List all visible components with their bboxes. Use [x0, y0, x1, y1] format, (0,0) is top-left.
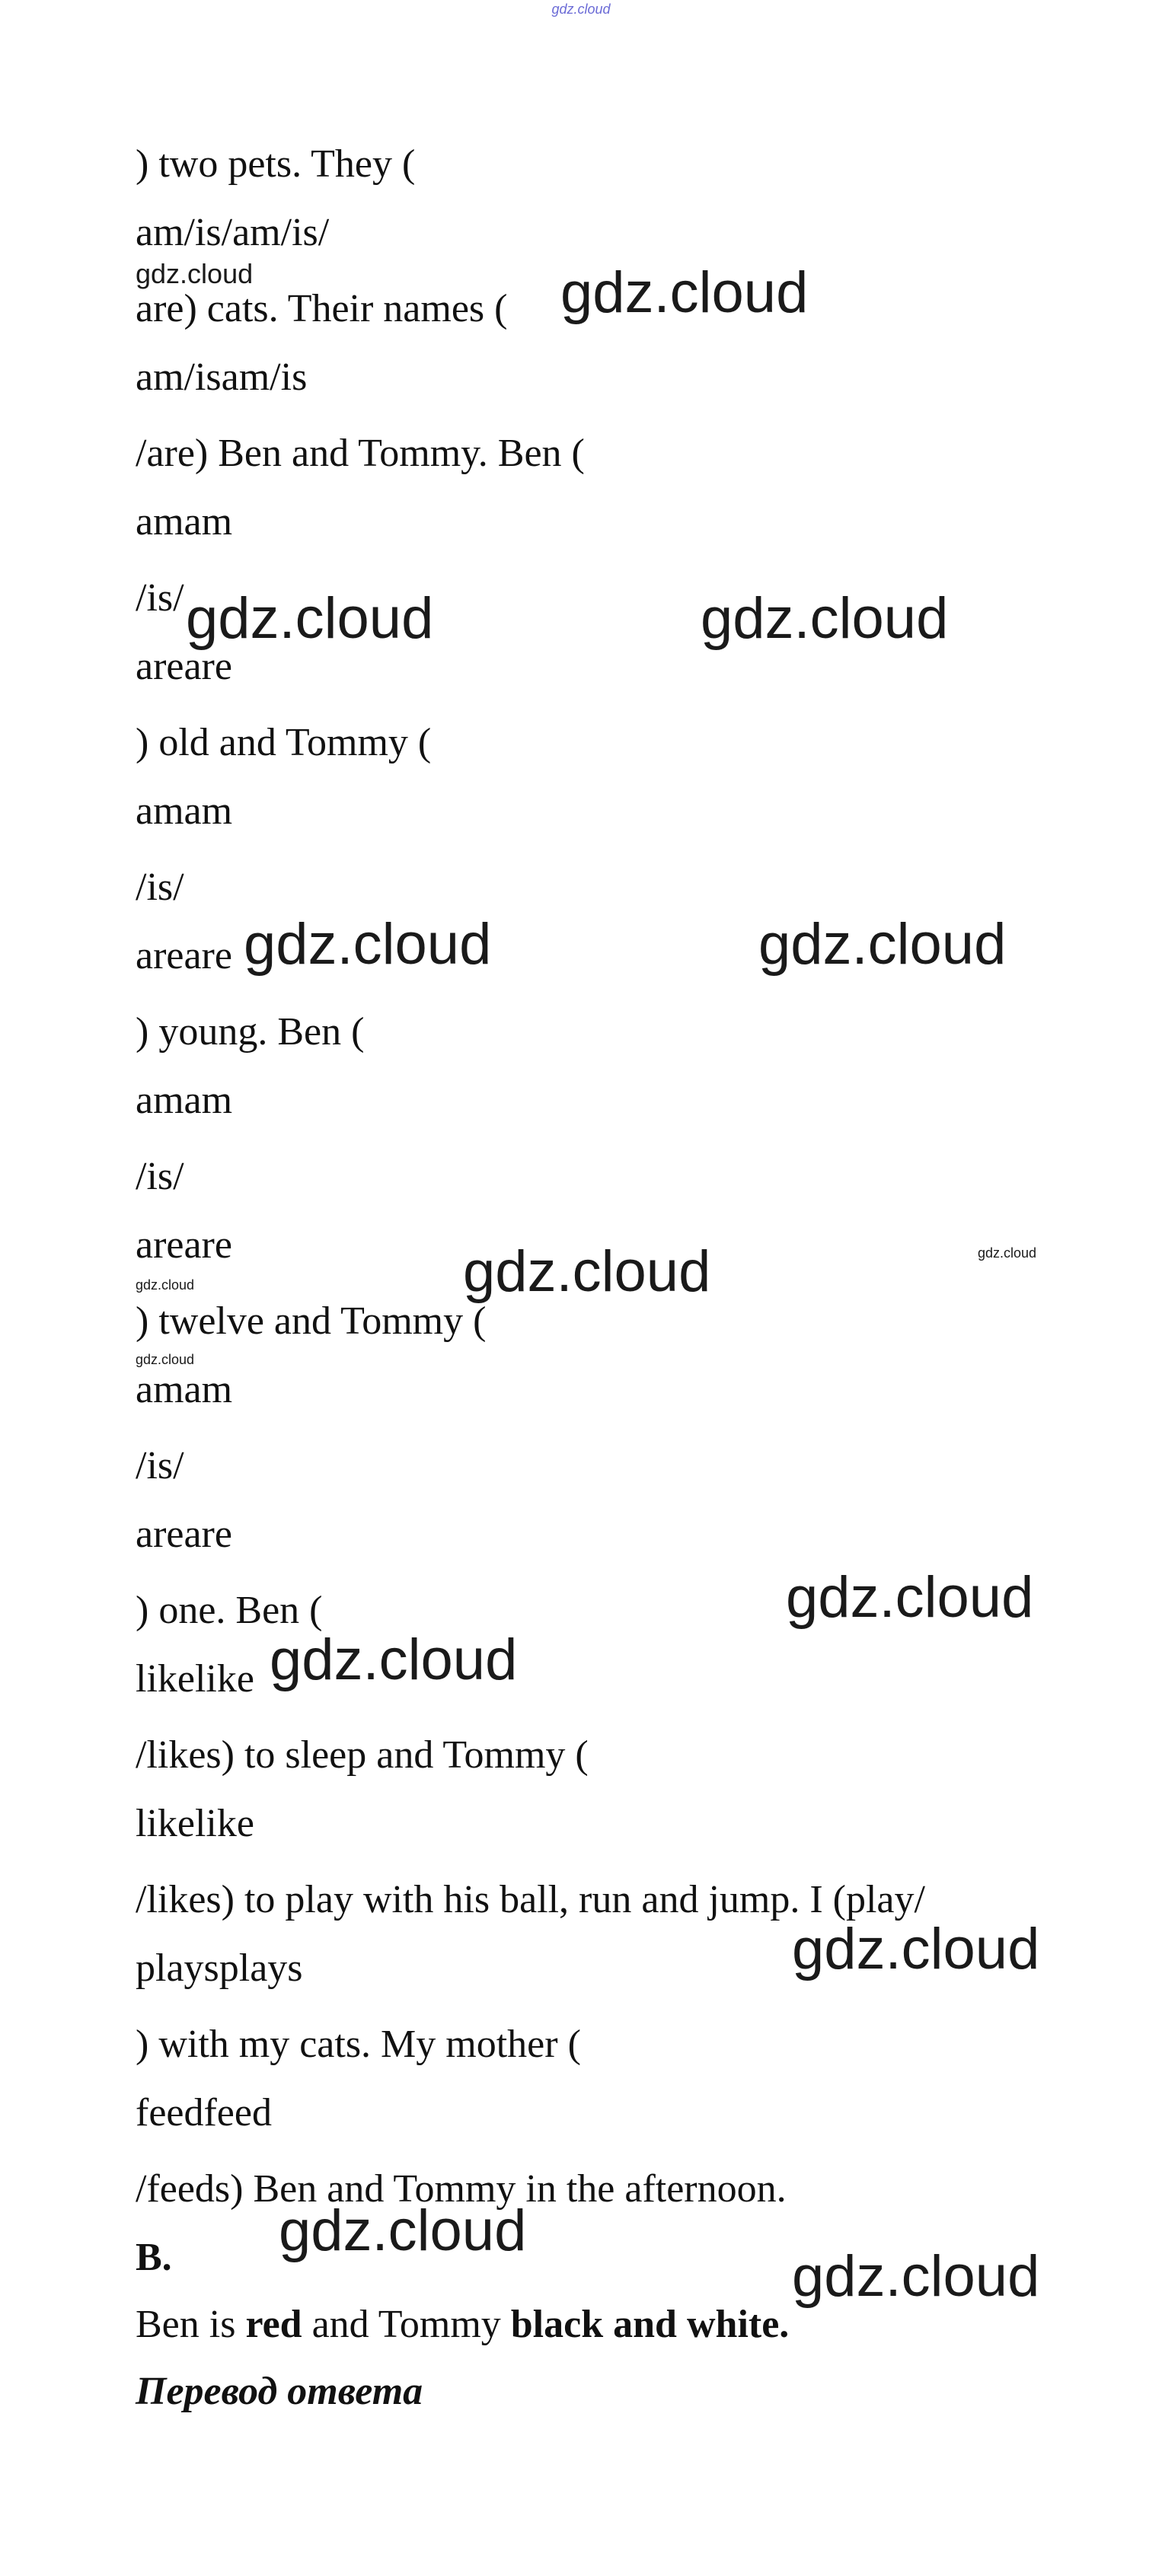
text-line: /feeds) Ben and Tommy in the afternoon.	[136, 2167, 787, 2211]
text-line: areare	[136, 645, 232, 688]
text-line: /is/	[136, 1444, 184, 1487]
text-line: likelike	[136, 1657, 254, 1701]
answer-color-one: red	[245, 2303, 302, 2346]
watermark: gdz.cloud	[270, 1628, 518, 1692]
answer-label: B.	[136, 2236, 172, 2279]
watermark: gdz.cloud	[186, 586, 434, 651]
text-line: ) old and Tommy (	[136, 721, 432, 764]
text-line: playsplays	[136, 1946, 303, 1990]
text-line: likelike	[136, 1802, 254, 1845]
watermark: gdz.cloud	[786, 1565, 1034, 1630]
text-line: areare	[136, 1223, 232, 1267]
text-line: amam	[136, 500, 233, 544]
header-watermark: gdz.cloud	[551, 2, 611, 17]
text-line: ) twelve and Tommy (	[136, 1299, 487, 1343]
answer-sentence	[136, 2302, 789, 2348]
watermark: gdz.cloud	[136, 1277, 195, 1293]
text-line: feedfeed	[136, 2091, 272, 2134]
answer-text: Ben is	[136, 2303, 246, 2346]
text-line: am/is/am/is/	[136, 211, 330, 254]
watermark: gdz.cloud	[244, 912, 492, 977]
text-line: /is/	[136, 866, 184, 909]
text-line: am/isam/is	[136, 355, 308, 399]
watermark: gdz.cloud	[792, 2244, 1040, 2309]
text-line: ) young. Ben (	[136, 1010, 365, 1054]
text-line: amam	[136, 789, 233, 833]
watermark: gdz.cloud	[701, 586, 949, 651]
text-line: ) one. Ben (	[136, 1589, 323, 1632]
text-line: /is/	[136, 1155, 184, 1198]
text-line: amam	[136, 1368, 233, 1411]
watermark: gdz.cloud	[792, 1917, 1040, 1981]
watermark: gdz.cloud	[758, 912, 1007, 977]
watermark: gdz.cloud	[136, 1352, 195, 1367]
text-line: /is/	[136, 576, 184, 620]
text-line: areare	[136, 1513, 232, 1556]
watermark: gdz.cloud	[279, 2198, 527, 2263]
text-line: /are) Ben and Tommy. Ben (	[136, 432, 585, 475]
answer-text: and Tommy	[302, 2303, 511, 2346]
text-line: /likes) to sleep and Tommy (	[136, 1733, 589, 1777]
text-line: amam	[136, 1079, 233, 1122]
translation-title: Перевод ответа	[136, 2370, 423, 2413]
text-line: are) cats. Their names (	[136, 287, 508, 330]
text-line: areare	[136, 934, 232, 977]
text-line: ) two pets. They (	[136, 142, 416, 186]
text-line: ) with my cats. My mother (	[136, 2023, 581, 2066]
watermark: gdz.cloud	[463, 1239, 711, 1304]
watermark: gdz.cloud	[978, 1245, 1037, 1261]
answer-color-two: black and white.	[510, 2303, 790, 2346]
text-line: /likes) to play with his ball, run and jump. I (play/	[136, 1878, 925, 1921]
watermark: gdz.cloud	[560, 260, 809, 325]
watermark: gdz.cloud	[136, 258, 254, 289]
